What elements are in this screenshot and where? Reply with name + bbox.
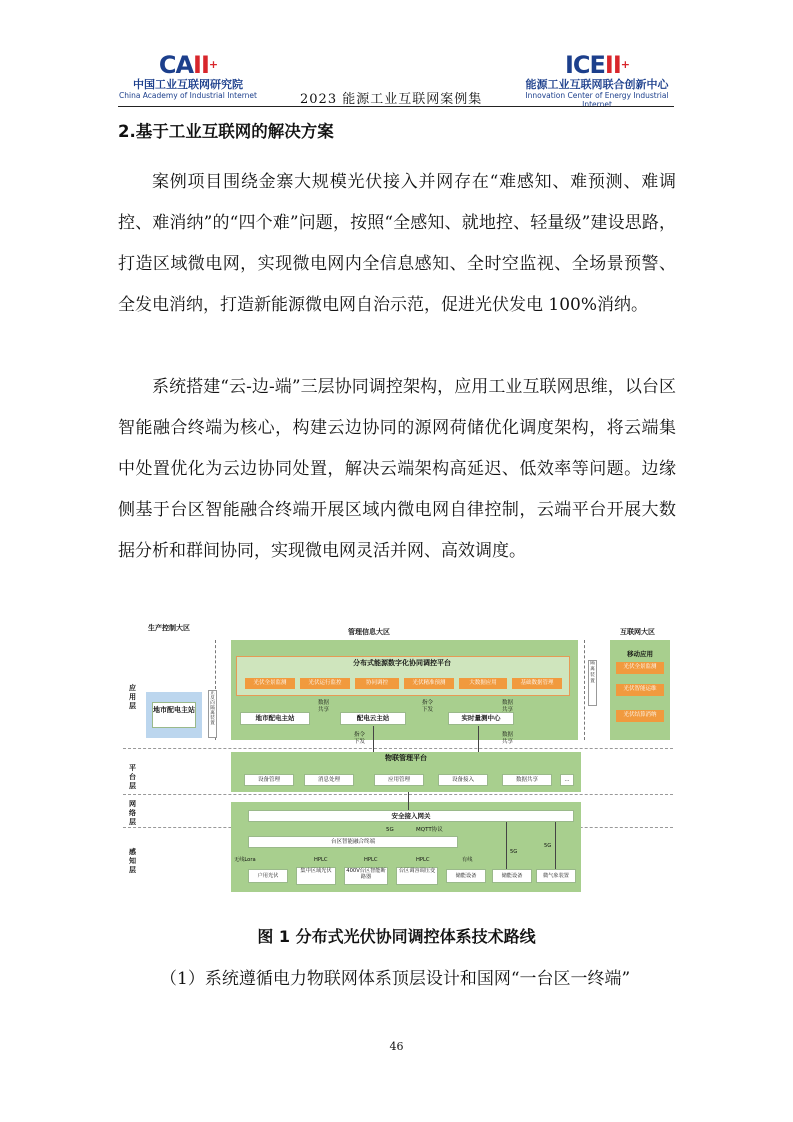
arrow-line (373, 726, 374, 752)
device-node: 微气象装置 (536, 869, 576, 883)
platform-module: 协同调控 (355, 678, 399, 689)
architecture-diagram (118, 622, 678, 902)
device-node: 储能设备 (492, 869, 532, 883)
mobile-module: 光伏智能运维 (616, 684, 664, 696)
link-label: 5G (510, 849, 518, 855)
device-node: 储能设备 (446, 869, 486, 883)
label-cmd-down: 指令下发 (422, 700, 434, 713)
platform-title: 分布式能源数字化协同调控平台 (353, 659, 451, 667)
zone-divider (584, 640, 585, 740)
arrow-line (408, 792, 409, 810)
logo-en: China Academy of Industrial Internet (119, 91, 257, 100)
device-node: 400V台区智能断路器 (344, 867, 388, 885)
label-data-share: 数据共享 (502, 700, 514, 713)
layer-platform: 平台层 (129, 764, 136, 790)
label-cmd-down: 指令下发 (354, 732, 366, 745)
logo-mark: CAII+ (158, 51, 218, 79)
mobile-module: 光伏结算消纳 (616, 710, 664, 722)
logo-mark: ICEII+ (564, 51, 629, 79)
label-data-share: 数据共享 (502, 732, 514, 745)
iot-module: 设备接入 (438, 774, 488, 786)
header-divider (118, 106, 674, 107)
iot-module: 消息处理 (304, 774, 354, 786)
mobile-module: 光伏全景监测 (616, 662, 664, 674)
logo-en: Innovation Center of Energy Industrial Internet (525, 91, 669, 109)
zone-internet: 互联网大区 (620, 628, 655, 636)
app-node-local-station: 地市配电主站 (240, 712, 310, 725)
figure-caption: 图 1 分布式光伏协同调控体系技术路线 (257, 927, 536, 946)
mobile-title: 移动应用 (627, 650, 653, 658)
layer-perception: 感知层 (129, 848, 136, 874)
net-label-5g: 5G (544, 843, 552, 849)
border-isolation-device: 隔离装置 (588, 660, 597, 706)
label-data-share: 数据共享 (318, 700, 330, 713)
isolation-device: 正反向隔离装置 (208, 690, 217, 738)
net-label-mqtt: MQTT协议 (416, 827, 443, 833)
device-node: 户用光伏 (248, 869, 288, 883)
arrow-line (506, 822, 507, 869)
left-logo (118, 52, 258, 100)
iot-module: 数据共享 (502, 774, 552, 786)
link-label: HPLC (416, 857, 430, 863)
iot-module: 设备管理 (244, 774, 294, 786)
net-label-5g: 5G (386, 827, 394, 833)
iot-module: 应用管理 (374, 774, 424, 786)
paragraph-1: 案例项目围绕金寨大规模光伏接入并网存在“难感知、难预测、难调控、难消纳”的“四个难”问题，按照“全感知、就地控、轻量级”建设思路，打造区域微电网，实现微电网内全信息感知、全时空监视、全场景预警、全发电消纳，打造新能源微电网自治示范，促进光伏发电 100%消纳。 (118, 172, 676, 315)
link-label: 无线Lora (234, 857, 256, 863)
link-label: HPLC (314, 857, 328, 863)
zone-management: 管理信息大区 (348, 628, 390, 636)
layer-app: 应用层 (129, 684, 136, 710)
page-number: 46 (389, 1040, 404, 1053)
platform-module: 基础数据管理 (512, 678, 562, 689)
fusion-terminal: 台区智能融合终端 (248, 836, 458, 848)
device-node: 台区调容调压变 (396, 867, 438, 885)
layer-divider (123, 748, 673, 749)
app-node-measurement: 实时量测中心 (448, 712, 514, 725)
layer-divider (123, 794, 673, 795)
continuation-text: （1）系统遵循电力物联网体系顶层设计和国网“一台区一终端” (160, 969, 631, 989)
link-label: HPLC (364, 857, 378, 863)
logo-cn: 能源工业互联网联合创新中心 (525, 78, 669, 91)
device-node: 集中区域光伏 (296, 867, 336, 885)
local-dispatch-station: 地市配电主站 (152, 702, 196, 728)
logo-cn: 中国工业互联网研究院 (133, 78, 243, 91)
arrow-line (478, 726, 479, 752)
security-gateway: 安全接入网关 (248, 810, 574, 822)
platform-module: 光伏运行监控 (300, 678, 350, 689)
platform-module: 大数据应用 (459, 678, 507, 689)
zone-production: 生产控制大区 (148, 624, 190, 632)
iot-title: 物联管理平台 (385, 754, 427, 762)
header-title: 2023 能源工业互联网案例集 (300, 92, 483, 107)
link-label: 有线 (462, 857, 473, 863)
section-heading: 2.基于工业互联网的解决方案 (118, 122, 334, 141)
app-node-cloud-station: 配电云主站 (340, 712, 406, 725)
layer-network: 网络层 (129, 800, 136, 826)
arrow-line (555, 822, 556, 869)
platform-module: 光伏全景监测 (245, 678, 295, 689)
platform-module: 光伏精准预测 (404, 678, 454, 689)
paragraph-2: 系统搭建“云-边-端”三层协同调控架构，应用工业互联网思维，以台区智能融合终端为核心，构建云边协同的源网荷储优化调度架构，将云端集中处置优化为云边协同处置，解决云端架构高延迟、低效率等问题。边缘侧基于台区智能融合终端开展区域内微电网自律控制，云端平台开展大数据分析和群间协同，实现微电网灵活并网、高效调度。 (118, 377, 676, 561)
iot-module-more: ... (560, 774, 574, 786)
right-logo (522, 52, 672, 109)
